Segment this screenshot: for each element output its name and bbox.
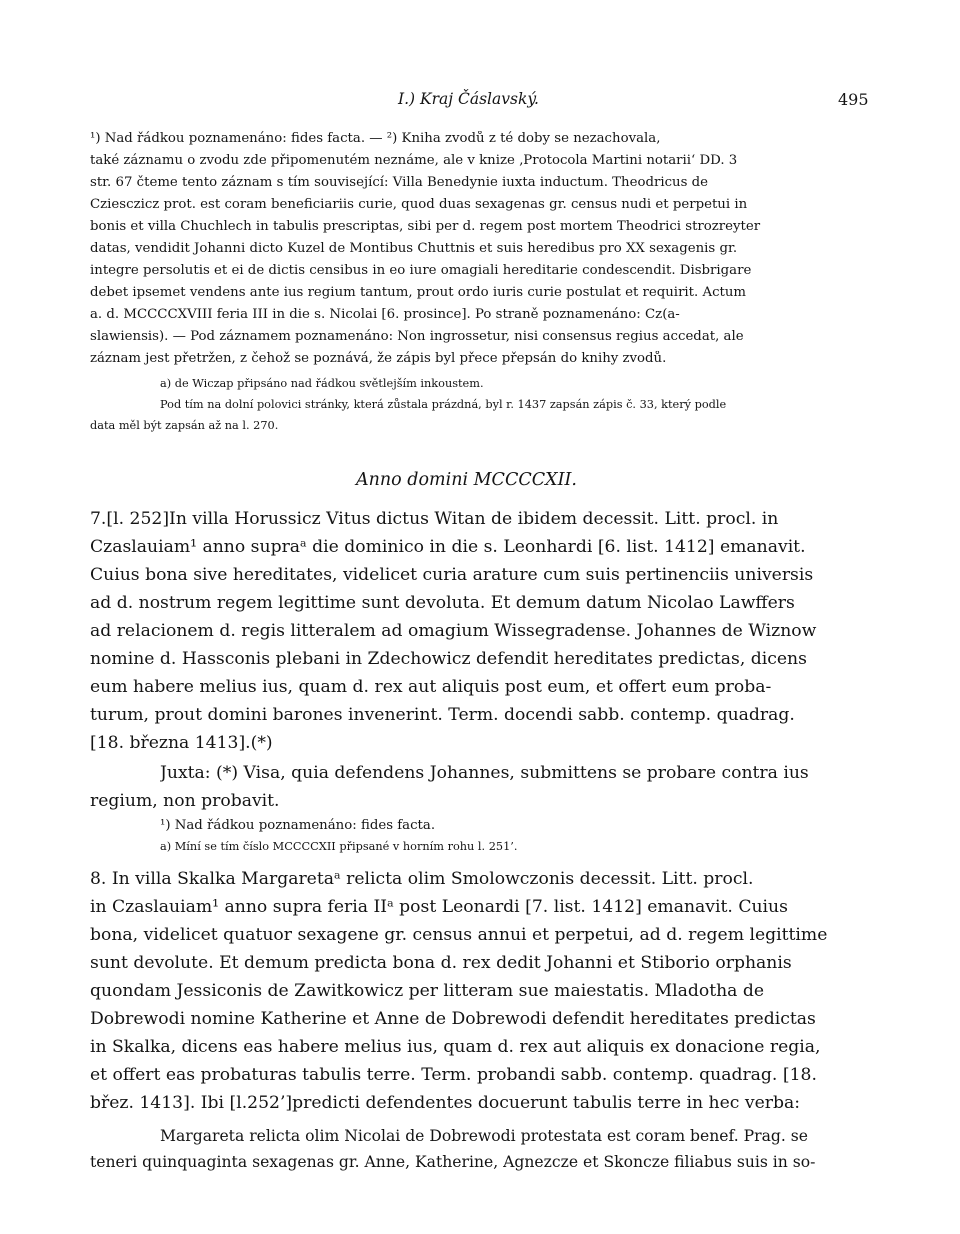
entry-7-line: 7.[l. 252]In villa Horussicz Vitus dictus Witan de ibidem decessit. Litt. procl. in [90, 509, 779, 529]
entry-7-note: a) Míní se tím číslo MCCCCXII připsané v horním rohu l. 251’. [160, 840, 518, 853]
top-footnote-line: ¹) Nad řádkou poznamenáno: fides facta. — ²) Kniha zvodů z té doby se nezachovala, [90, 131, 661, 146]
juxta-line: Juxta: (*) Visa, quia defendens Johannes, submittens se probare contra ius [160, 763, 809, 783]
top-footnote-line: slawiensis). — Pod záznamem poznamenáno: Non ingrossetur, nisi consensus regius accedat, ale [90, 329, 744, 344]
entry-7-line: ad relacionem d. regis litteralem ad omagium Wissegradense. Johannes de Wiznow [90, 621, 817, 641]
quote-line: teneri quinquaginta sexagenas gr. Anne, Katherine, Agnezcze et Skoncze filiabus suis in so- [90, 1153, 816, 1171]
top-footnote-line: integre persolutis et ei de dictis censibus in eo iure omagiali hereditarie condescendit. Disbrigare [90, 263, 752, 278]
entry-7-line: [18. března 1413].(*) [90, 733, 273, 753]
entry-8-line: in Skalka, dicens eas habere melius ius, quam d. rex aut aliquis ex donacione regia, [90, 1037, 821, 1057]
entry-7-line: eum habere melius ius, quam d. rex aut aliquis post eum, et offert eum proba- [90, 677, 772, 697]
top-footnote-line: str. 67 čteme tento záznam s tím související: Villa Benedynie iuxta inductum. Theodricus de [90, 175, 709, 190]
entry-8-line: 8. In villa Skalka Margaretaᵃ relicta olim Smolowczonis decessit. Litt. procl. [90, 869, 754, 889]
top-footnote-line: datas, vendidit Johanni dicto Kuzel de Montibus Chuttnis et suis heredibus pro XX sexagenis gr. [90, 241, 738, 256]
small-note-line: Pod tím na dolní polovici stránky, která zůstala prázdná, byl r. 1437 zapsán zápis č. 33, který podle [160, 398, 727, 411]
entry-7-line: turum, prout domini barones invenerint. Term. docendi sabb. contemp. quadrag. [90, 705, 795, 725]
page-number: 495 [838, 90, 869, 109]
section-heading: Anno domini MCCCCXII. [356, 470, 577, 490]
entry-7-note: ¹) Nad řádkou poznamenáno: fides facta. [160, 818, 436, 833]
juxta-line: regium, non probavit. [90, 791, 280, 811]
entry-8-line: in Czaslauiam¹ anno supra feria IIᵃ post Leonardi [7. list. 1412] emanavit. Cuius [90, 897, 788, 917]
running-header: I.) Kraj Čáslavský. [398, 90, 539, 108]
entry-8-line: Dobrewodi nomine Katherine et Anne de Dobrewodi defendit hereditates predictas [90, 1009, 816, 1029]
entry-8-line: quondam Jessiconis de Zawitkowicz per litteram sue maiestatis. Mladotha de [90, 981, 765, 1001]
top-footnote-line: záznam jest přetržen, z čehož se poznává, že zápis byl přece přepsán do knihy zvodů. [90, 351, 667, 366]
top-footnote-line: a. d. MCCCCXVIII feria III in die s. Nicolai [6. prosince]. Po straně poznamenáno: Cz(a- [90, 307, 680, 322]
entry-7-line: ad d. nostrum regem legittime sunt devoluta. Et demum datum Nicolao Lawffers [90, 593, 795, 613]
small-note-line: a) de Wiczap připsáno nad řádkou světlejším inkoustem. [160, 377, 484, 390]
top-footnote-line: debet ipsemet vendens ante ius regium tantum, prout ordo iuris curie postulat et requirit. Actum [90, 285, 747, 300]
small-note-line: data měl být zapsán až na l. 270. [90, 419, 279, 432]
entry-7-line: Czaslauiam¹ anno supraᵃ die dominico in die s. Leonhardi [6. list. 1412] emanavit. [90, 537, 806, 557]
entry-7-line: nomine d. Hassconis plebani in Zdechowicz defendit hereditates predictas, dicens [90, 649, 807, 669]
entry-8-line: bona, videlicet quatuor sexagene gr. census annui et perpetui, ad d. regem legittime [90, 925, 828, 945]
quote-line: Margareta relicta olim Nicolai de Dobrewodi protestata est coram benef. Prag. se [160, 1127, 809, 1145]
top-footnote-line: bonis et villa Chuchlech in tabulis prescriptas, sibi per d. regem post mortem Theodrici strozreyter [90, 219, 761, 234]
entry-8-line: břez. 1413]. Ibi [l.252’]predicti defendentes docuerunt tabulis terre in hec verba: [90, 1093, 800, 1113]
top-footnote-line: také záznamu o zvodu zde připomenutém neznáme, ale v knize ‚Protocola Martini notarii‘ DD. 3 [90, 153, 738, 168]
entry-8-line: sunt devolute. Et demum predicta bona d. rex dedit Johanni et Stiborio orphanis [90, 953, 792, 973]
entry-7-line: Cuius bona sive hereditates, videlicet curia arature cum suis pertinenciis universis [90, 565, 814, 585]
top-footnote-line: Cziesczicz prot. est coram beneficiariis curie, quod duas sexagenas gr. census nudi et perpetui in [90, 197, 748, 212]
entry-8-line: et offert eas probaturas tabulis terre. Term. probandi sabb. contemp. quadrag. [18. [90, 1065, 817, 1085]
